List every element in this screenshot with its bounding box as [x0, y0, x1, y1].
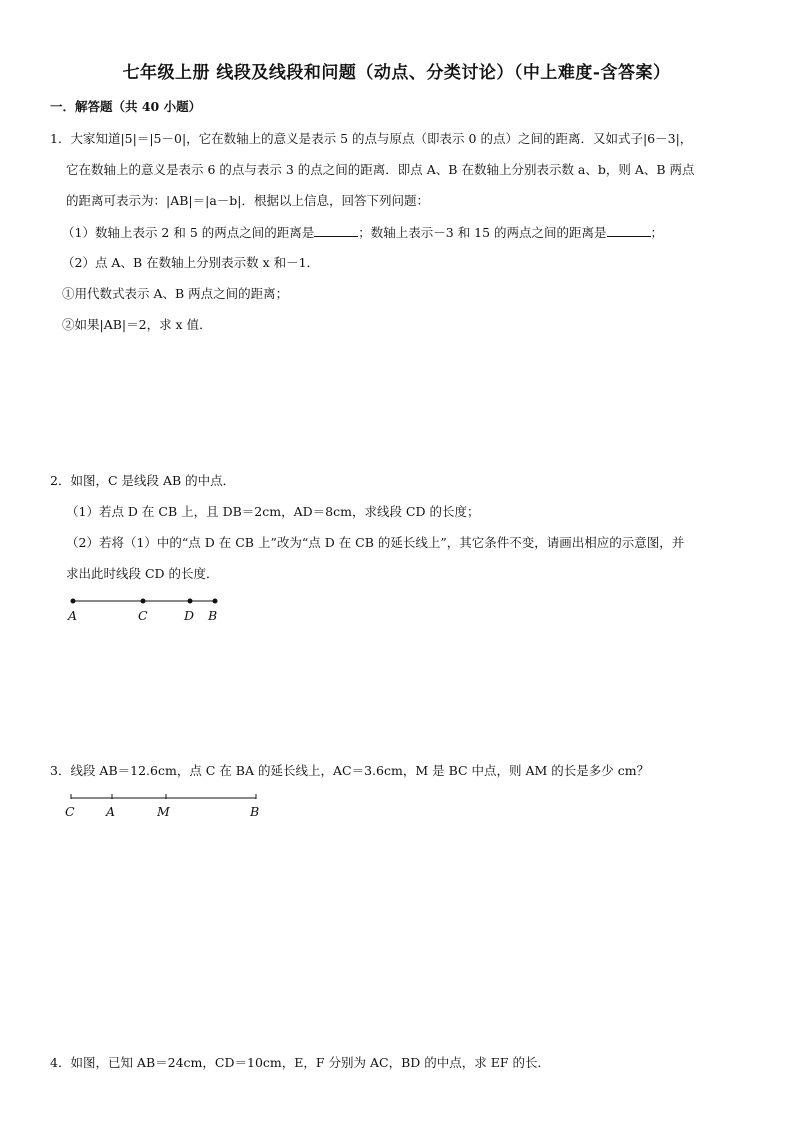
q1-line-4	[62, 224, 663, 241]
q1-line-1: 1．大家知道|5|＝|5－0|，它在数轴上的意义是表示 5 的点与原点（即表示 0 的点）之间的距离．又如式子|6－3|，	[50, 131, 693, 146]
label-d: D	[184, 608, 195, 623]
q2-line-3: （2）若将（1）中的“点 D 在 CB 上”改为“点 D 在 CB 的延长线上”，其它条件不变，请画出相应的示意图，并	[66, 535, 685, 550]
q2-segment-figure	[60, 590, 240, 630]
point-d	[188, 599, 193, 604]
q2-line-4: 求出此时线段 CD 的长度．	[66, 566, 219, 581]
q4-line-1: 4．如图，已知 AB＝24cm，CD＝10cm，E，F 分别为 AC，BD 的中点，求 EF 的长．	[50, 1055, 551, 1070]
q1-line-7: ②如果|AB|＝2，求 x 值．	[62, 317, 212, 332]
q2-line-1: 2．如图，C 是线段 AB 的中点．	[50, 473, 236, 488]
answer-blank-1[interactable]	[314, 224, 358, 237]
q1-part1-text-b: ；数轴上表示－3 和 15 的两点之间的距离是	[358, 225, 607, 240]
label-b: B	[250, 804, 260, 819]
q1-line-6: ①用代数式表示 A、B 两点之间的距离；	[62, 286, 289, 301]
label-a: A	[106, 804, 116, 819]
point-b	[213, 599, 218, 604]
q2-line-2: （1）若点 D 在 CB 上，且 DB＝2cm，AD＝8cm，求线段 CD 的长度；	[66, 504, 480, 519]
label-m: M	[157, 804, 170, 819]
label-a: A	[68, 608, 78, 623]
label-b: B	[208, 608, 218, 623]
q1-line-2: 它在数轴上的意义是表示 6 的点与表示 3 的点之间的距离．即点 A、B 在数轴上分别表示数 a、b，则 A、B 两点	[66, 162, 695, 177]
q1-part1-text-c: ；	[650, 225, 664, 240]
point-c	[141, 599, 146, 604]
q3-segment-figure	[60, 790, 280, 824]
point-a	[71, 599, 76, 604]
page-title: 七年级上册 线段及线段和问题（动点、分类讨论）（中上难度-含答案）	[122, 63, 671, 83]
q1-line-3: 的距离可表示为：|AB|＝|a－b|．根据以上信息，回答下列问题：	[66, 193, 430, 208]
section-heading: 一．解答题（共 40 小题）	[50, 99, 202, 114]
label-c: C	[65, 804, 75, 819]
answer-blank-2[interactable]	[607, 224, 651, 237]
q1-part1-text-a: （1）数轴上表示 2 和 5 的两点之间的距离是	[62, 225, 315, 240]
q1-line-5: （2）点 A、B 在数轴上分别表示数 x 和－1．	[62, 255, 320, 270]
label-c: C	[138, 608, 148, 623]
q3-line-1: 3．线段 AB＝12.6cm，点 C 在 BA 的延长线上，AC＝3.6cm，M 是 BC 中点，则 AM 的长是多少 cm？	[50, 763, 650, 778]
